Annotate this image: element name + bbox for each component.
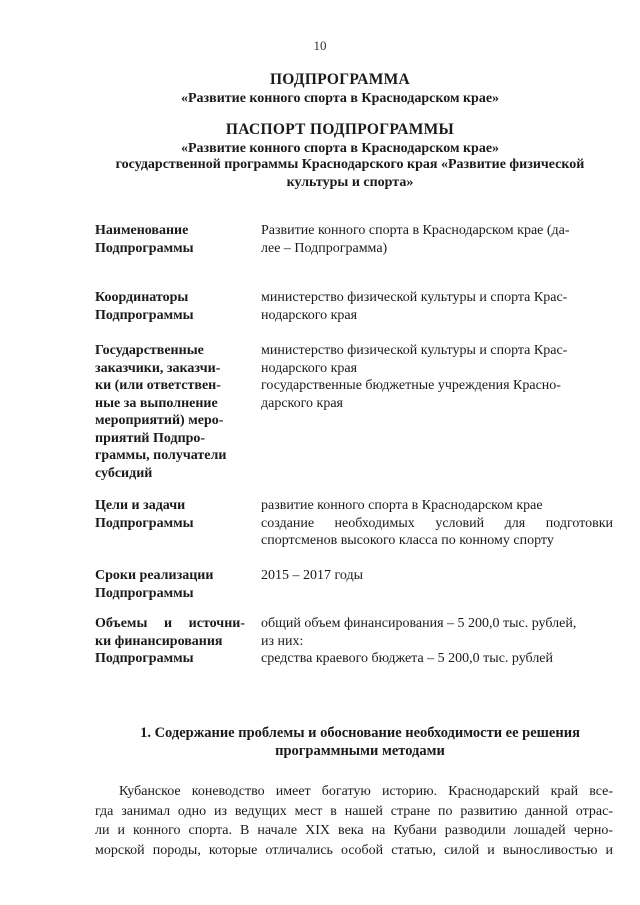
label-line: Сроки реализации	[95, 568, 214, 583]
passport-value	[261, 342, 613, 412]
label-line: Подпрограммы	[95, 240, 194, 256]
program-reference-line-1: государственной программы Краснодарского края «Развитие физической	[115, 157, 585, 172]
label-line: заказчики, заказчи-	[95, 360, 221, 376]
label-line: Координаторы	[95, 290, 189, 305]
value-line: средства краевого бюджета – 5 200,0 тыс. рублей	[261, 651, 554, 666]
label-line: Подпрограммы	[95, 651, 194, 666]
passport-value	[261, 567, 613, 585]
label-line: Наименование	[95, 223, 189, 238]
label-line: ные за выполнение	[95, 395, 218, 411]
passport-label	[95, 497, 245, 532]
paragraph-line: морской породы, которые отличались особой статью, силой и выносливостью и	[95, 842, 613, 858]
value-line: общий объем финансирования – 5 200,0 тыс. рублей,	[261, 616, 577, 631]
program-reference-line-2: культуры и спорта»	[286, 175, 414, 190]
paragraph-line: Кубанское коневодство имеет богатую историю. Краснодарский край все-	[119, 784, 613, 799]
passport-heading: ПАСПОРТ ПОДПРОГРАММЫ	[225, 121, 455, 138]
passport-value	[261, 615, 613, 668]
value-line: создание необходимых условий для подготовки	[261, 515, 613, 531]
label-line: Объемы и источни-	[95, 616, 245, 631]
value-line: развитие конного спорта в Краснодарском крае	[261, 498, 543, 513]
value-line: нодарского края	[261, 307, 358, 323]
passport-label	[95, 342, 245, 482]
program-reference	[80, 156, 620, 192]
label-line: Государственные	[95, 343, 204, 358]
value-line: из них:	[261, 633, 304, 649]
label-line: Подпрограммы	[95, 585, 194, 601]
passport-label	[95, 567, 245, 602]
passport-label	[95, 222, 245, 257]
value-line: 2015 – 2017 годы	[261, 568, 364, 583]
passport-label	[95, 289, 245, 324]
value-line: спортсменов высокого класса по конному спорту	[261, 533, 554, 548]
label-line: граммы, получатели	[95, 448, 227, 463]
subprogram-title: «Развитие конного спорта в Краснодарском крае»	[180, 91, 500, 106]
value-line: министерство физической культуры и спорта Крас-	[261, 343, 568, 358]
label-line: приятий Подпро-	[95, 430, 206, 446]
value-line: министерство физической культуры и спорта Крас-	[261, 290, 568, 305]
passport-title: «Развитие конного спорта в Краснодарском крае»	[180, 141, 500, 156]
label-line: мероприятий) меро-	[95, 413, 224, 428]
label-line: ки (или ответствен-	[95, 378, 221, 393]
passport-value	[261, 497, 613, 550]
paragraph-line: гда занимал одно из ведущих мест в нашей стране по развитию данной отрас-	[95, 803, 613, 819]
section-1-paragraph	[95, 782, 613, 860]
section-title-line: программными методами	[275, 743, 445, 759]
value-line: дарского края	[261, 395, 343, 411]
value-line: государственные бюджетные учреждения Красно-	[261, 378, 561, 393]
paragraph-line: ли и конного спорта. В начале XIX века на Кубани разводили лошадей черно-	[95, 823, 613, 838]
label-line: Подпрограммы	[95, 515, 194, 531]
value-line: нодарского края	[261, 360, 358, 376]
passport-label	[95, 615, 245, 668]
section-1-title	[100, 724, 620, 760]
subprogram-heading: ПОДПРОГРАММА	[269, 71, 411, 88]
passport-value	[261, 222, 613, 257]
label-line: Подпрограммы	[95, 307, 194, 323]
label-line: Цели и задачи	[95, 498, 186, 513]
passport-value	[261, 289, 613, 324]
page-number: 10	[313, 38, 327, 53]
label-line: субсидий	[95, 465, 153, 481]
value-line: лее – Подпрограмма)	[261, 240, 388, 256]
section-title-line: 1. Содержание проблемы и обоснование необходимости ее решения	[140, 725, 580, 741]
value-line: Развитие конного спорта в Краснодарском крае (да-	[261, 223, 570, 238]
label-line: ки финансирования	[95, 633, 223, 649]
